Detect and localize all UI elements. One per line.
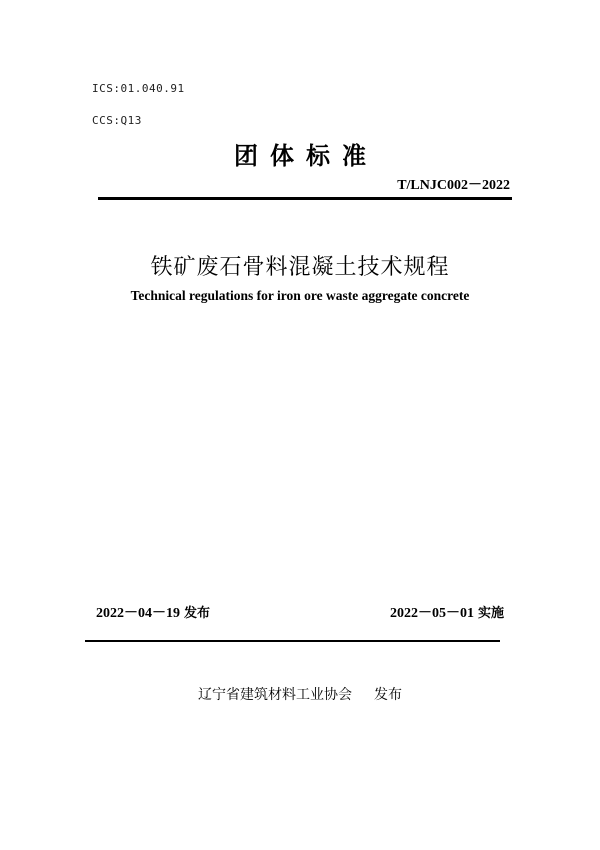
standard-type-heading: 团体标准 — [234, 142, 378, 170]
issue-date-block — [96, 602, 210, 622]
title-english: Technical regulations for iron ore waste aggregate concrete — [130, 288, 470, 303]
bottom-divider — [85, 640, 500, 642]
implementation-date: 2022－05－01 — [389, 606, 474, 621]
issue-date: 2022－04－19 — [96, 606, 180, 621]
ccs-code: CCS:Q13 — [92, 114, 142, 127]
title-chinese: 铁矿废石骨料混凝土技术规程 — [150, 255, 450, 280]
publisher-line — [0, 684, 600, 704]
implementation-label: 实施 — [477, 606, 504, 621]
top-divider — [98, 197, 512, 200]
publisher-name: 辽宁省建筑材料工业协会 — [198, 687, 352, 703]
implementation-date-block — [390, 602, 504, 622]
standard-number: T/LNJC002－2022 — [397, 178, 510, 193]
issue-label: 发布 — [184, 606, 211, 621]
publish-label: 发布 — [374, 687, 402, 703]
ics-code: ICS:01.040.91 — [92, 82, 185, 95]
